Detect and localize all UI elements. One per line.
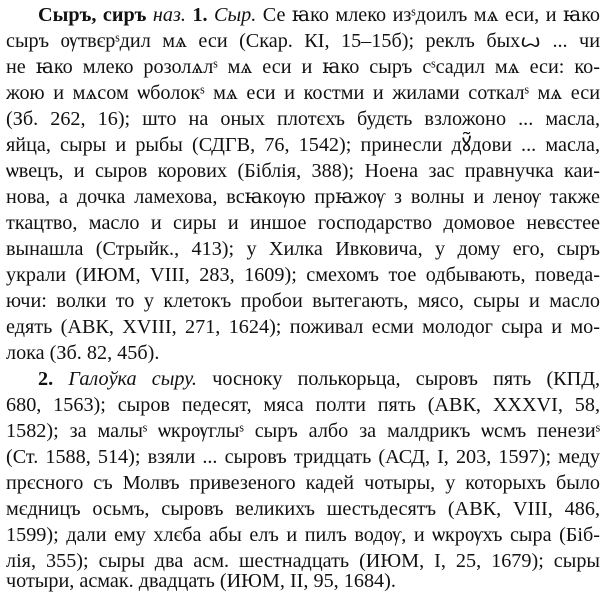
entry-line: 680, 1563); сыров педесят, мяса полти пять (АВК, XXXVI, 58, bbox=[6, 394, 600, 416]
entry-text: чосноку полькорьца, сыровъ пять (КПД, bbox=[212, 368, 600, 390]
entry-text: Се ꙗко млеко изˢдоилъ мѧ еси, и ꙗко bbox=[262, 4, 600, 26]
entry-line: украли (ИЮМ, VIII, 283, 1609); смехомъ тое одбывають, поведа- bbox=[6, 264, 600, 286]
entry-line: (Ст. 1588, 514); взяли ... сыровъ тридцать (АСД, I, 203, 1597); меду bbox=[6, 446, 600, 468]
grammar-label: наз. bbox=[152, 4, 186, 26]
entry-line: лока (Зб. 82, 45б). bbox=[6, 342, 160, 364]
sense-gloss: Сыр. bbox=[214, 4, 257, 26]
entry-line: яйца, сыры и рыбы (СДГВ, 76, 1542); принесли дꙋ̃дови ... масла, bbox=[6, 134, 600, 156]
headword: Сыръ, сиръ bbox=[38, 4, 147, 26]
entry-line bbox=[38, 366, 600, 392]
entry-line: не ꙗко млеко розолѧлˢ мѧ еси и ꙗко сыръ сˢсадил мѧ еси: ко- bbox=[6, 56, 600, 78]
entry-line: лія, 355); сыры два асм. шестнадцать (ИЮМ, I, 25, 1679); сыры bbox=[6, 550, 600, 572]
entry-line: вынашла (Стрыйк., 413); у Хилка Ивковича, у дому его, сыръ bbox=[6, 238, 600, 260]
sense-number: 2. bbox=[38, 368, 54, 390]
entry-line: нова, а дочка ламехова, всꙗкѹю прꙗжѹ з волны и ленѹ также bbox=[6, 186, 600, 208]
entry-line: чотыри, асмак. двадцать (ИЮМ, II, 95, 1684). bbox=[6, 570, 396, 592]
entry-line: едять (АВК, XVIII, 271, 1624); поживал есми молодог сыра и мо- bbox=[6, 316, 600, 338]
entry-line: (Зб. 262, 16); што на оных плотєхъ будєть взложоно ... масла, bbox=[6, 108, 600, 130]
entry-line: ткацтво, масло и сиры и иншое господарство домовое невєстее bbox=[6, 212, 600, 234]
entry-line: ючи: волки то у клетокъ пробои вытегають, мясо, сыры и масло bbox=[6, 290, 600, 312]
entry-line: 1599); дали ему хлєба абы елъ и пилъ водѹ, и ѡкрѹхъ сыра (Біб- bbox=[6, 524, 600, 546]
sense-gloss: Галоўка сыру. bbox=[68, 368, 197, 390]
entry-line: ѡвецъ, и сыров корових (Біблія, 388); Ноена зас правнучка каи- bbox=[6, 160, 600, 182]
entry-line bbox=[38, 2, 600, 28]
entry-line: 1582); за малыˢ ѡкрѹглыˢ сыръ албо за малдрикъ ѡсмъ пенезиˢ bbox=[6, 420, 600, 442]
sense-number: 1. bbox=[192, 4, 208, 26]
entry-line: сыръ ѹтвєрˢдил мѧ еси (Скар. КІ, 15–15б); реклъ быхꙍ ... чи bbox=[6, 30, 600, 52]
entry-line: мєдницъ осьмъ, сыровъ великихъ шестьдесятъ (АВК, VIII, 486, bbox=[6, 498, 600, 520]
entry-line: жою и мѧсом ѡболокˢ мѧ еси и костми и жилами соткалˢ мѧ еси bbox=[6, 82, 600, 104]
entry-line: прєсного съ Молвъ привезеного кадей чотыры, у которыхъ было bbox=[6, 472, 600, 494]
